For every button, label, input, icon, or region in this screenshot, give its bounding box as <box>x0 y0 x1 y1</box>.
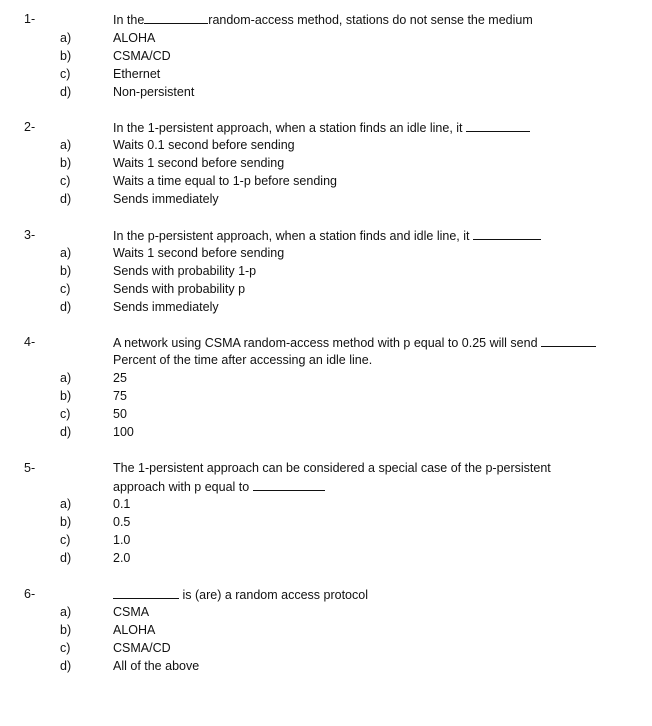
option-text: 25 <box>113 371 127 385</box>
option-letter: d) <box>60 551 72 565</box>
option-text: 50 <box>113 407 127 421</box>
option-text: ALOHA <box>113 31 156 45</box>
option-letter: c) <box>60 641 71 655</box>
question-number: 4- <box>24 335 36 349</box>
option-letter: a) <box>60 605 72 619</box>
answer-blank <box>541 335 596 347</box>
option-text: CSMA <box>113 605 150 619</box>
option-text: Non-persistent <box>113 85 195 99</box>
option-letter: d) <box>60 659 72 673</box>
answer-blank <box>466 120 530 132</box>
option-letter: a) <box>60 138 72 152</box>
option-text: 0.1 <box>113 497 131 511</box>
question-stem: In the p-persistent approach, when a station finds and idle line, it <box>113 228 541 243</box>
option-text: Waits 1 second before sending <box>113 246 285 260</box>
question-stem-line-1: The 1-persistent approach can be considered a special case of the p-persistent <box>113 461 551 475</box>
option-letter: d) <box>60 85 72 99</box>
question-stem-line-2: Percent of the time after accessing an idle line. <box>113 353 373 367</box>
question-stem: In the random-access method, stations do not sense the medium <box>113 13 533 27</box>
option-letter: c) <box>60 67 71 81</box>
option-letter: b) <box>60 156 72 170</box>
question-number: 1- <box>24 12 36 26</box>
option-text: 0.5 <box>113 515 131 529</box>
answer-blank <box>144 12 208 24</box>
option-letter: b) <box>60 623 72 637</box>
option-text: 75 <box>113 389 127 403</box>
option-letter: a) <box>60 246 72 260</box>
option-text: 100 <box>113 425 134 439</box>
option-letter: a) <box>60 497 72 511</box>
option-text: Waits 1 second before sending <box>113 156 285 170</box>
question-stem-line-2: approach with p equal to <box>113 479 325 494</box>
option-text: 2.0 <box>113 551 131 565</box>
option-text: Sends immediately <box>113 192 219 206</box>
option-letter: b) <box>60 49 72 63</box>
answer-blank <box>113 587 179 599</box>
question-number: 3- <box>24 228 36 242</box>
option-letter: a) <box>60 31 72 45</box>
option-text: CSMA/CD <box>113 49 171 63</box>
option-text: Sends with probability p <box>113 282 246 296</box>
option-letter: c) <box>60 282 71 296</box>
question-number: 5- <box>24 461 36 475</box>
option-text: Sends immediately <box>113 300 219 314</box>
option-letter: b) <box>60 389 72 403</box>
option-text: All of the above <box>113 659 200 673</box>
option-letter: c) <box>60 533 71 547</box>
option-letter: c) <box>60 174 71 188</box>
option-text: Waits a time equal to 1-p before sending <box>113 174 337 188</box>
option-letter: b) <box>60 264 72 278</box>
option-letter: a) <box>60 371 72 385</box>
question-number: 2- <box>24 120 36 134</box>
question-stem: is (are) a random access protocol <box>113 587 368 602</box>
option-text: Waits 0.1 second before sending <box>113 138 295 152</box>
answer-blank <box>253 479 325 491</box>
option-text: CSMA/CD <box>113 641 171 655</box>
question-stem: In the 1-persistent approach, when a station finds an idle line, it <box>113 120 530 135</box>
option-letter: b) <box>60 515 72 529</box>
option-letter: c) <box>60 407 71 421</box>
option-text: 1.0 <box>113 533 131 547</box>
question-number: 6- <box>24 587 36 601</box>
option-text: Ethernet <box>113 67 161 81</box>
option-text: Sends with probability 1-p <box>113 264 257 278</box>
option-letter: d) <box>60 300 72 314</box>
option-text: ALOHA <box>113 623 156 637</box>
option-letter: d) <box>60 425 72 439</box>
question-stem-line-1: A network using CSMA random-access method with p equal to 0.25 will send <box>113 335 596 350</box>
answer-blank <box>473 228 541 240</box>
option-letter: d) <box>60 192 72 206</box>
